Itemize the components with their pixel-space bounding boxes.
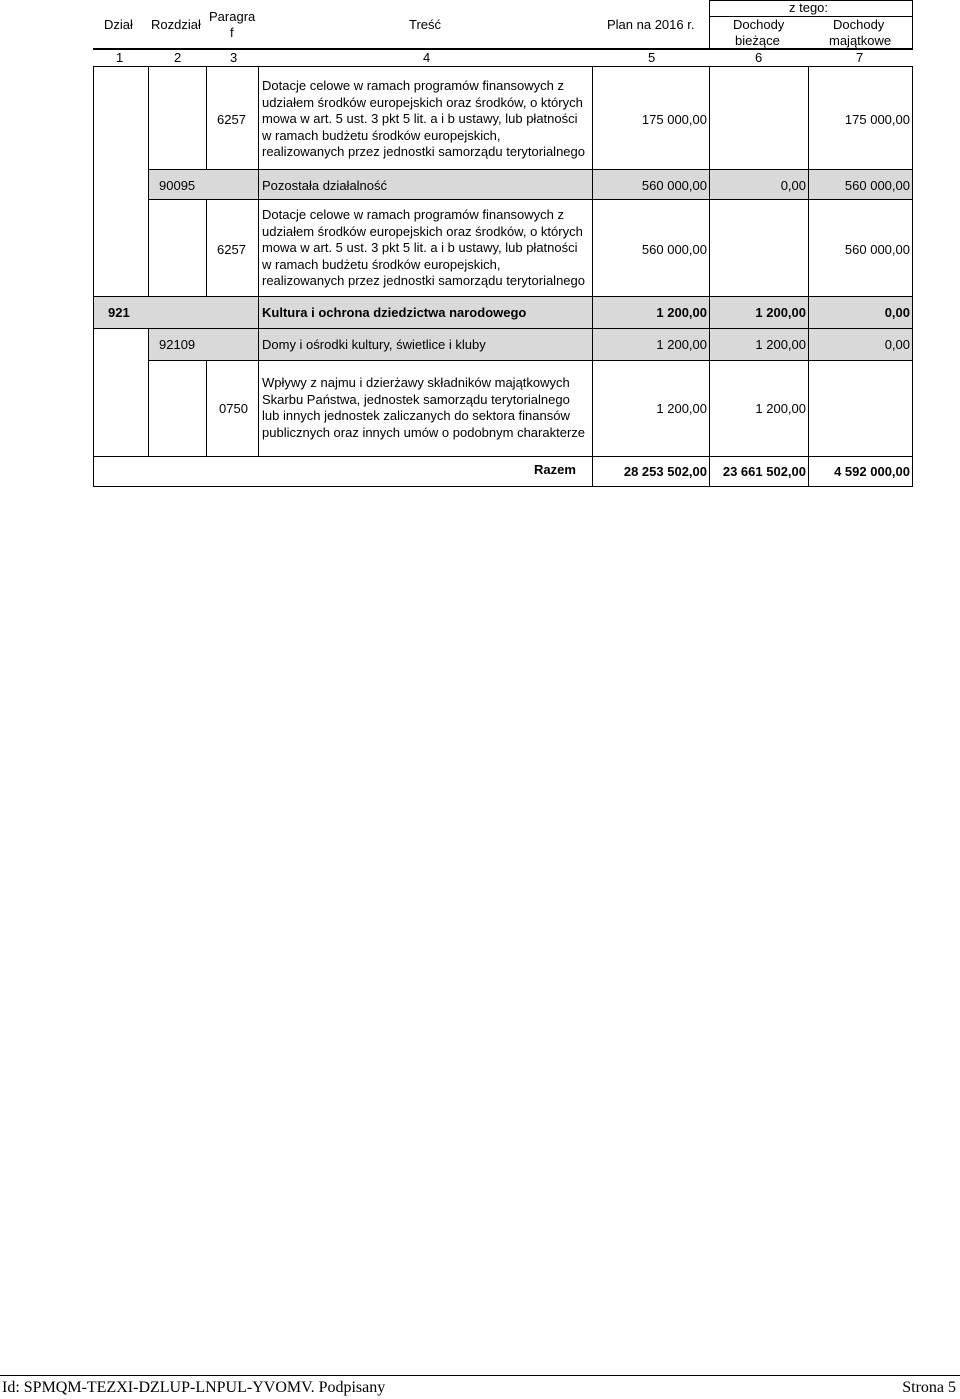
majatkowe-value: 560 000,00 — [844, 242, 910, 257]
divider — [206, 66, 207, 170]
col-tresc-header: Treść — [409, 17, 442, 32]
col-number: 3 — [230, 50, 238, 65]
majatkowe-value: 0,00 — [884, 337, 910, 352]
divider — [258, 170, 259, 200]
biezace-value: 1 200,00 — [755, 401, 806, 416]
majatkowe-value: 560 000,00 — [844, 178, 910, 193]
desc-line: udziałem środków europejskich oraz środków, o których — [262, 223, 583, 239]
plan-value: 175 000,00 — [641, 112, 707, 127]
divider — [709, 456, 710, 487]
row-description — [262, 78, 585, 161]
col-number: 6 — [755, 50, 763, 65]
divider — [592, 328, 593, 361]
divider — [808, 328, 809, 361]
divider — [206, 361, 207, 456]
divider — [709, 297, 710, 328]
col-number: 7 — [856, 50, 864, 65]
plan-value: 1 200,00 — [656, 305, 707, 320]
rozdzial-code: 92109 — [159, 337, 196, 352]
divider — [808, 297, 809, 328]
desc-line: realizowanych przez jednostki samorządu terytorialnego — [262, 144, 585, 159]
desc-line: w ramach budżetu środków europejskich, — [262, 127, 501, 143]
divider — [258, 200, 259, 296]
footer-divider — [0, 1375, 960, 1376]
rozdzial-title: Domy i ośrodki kultury, świetlice i kluby — [262, 337, 486, 352]
rozdzial-title: Pozostała działalność — [262, 178, 388, 193]
desc-line: lub innych jednostek zaliczanych do sektora finansów — [262, 408, 570, 423]
row-description — [262, 375, 585, 441]
divider — [709, 361, 710, 456]
desc-line: Dotacje celowe w ramach programów finansowych z — [262, 78, 565, 93]
divider — [808, 456, 809, 487]
biezace-value: 0,00 — [780, 178, 806, 193]
col-paragraf-header-line2: f — [230, 25, 234, 40]
total-plan-value: 28 253 502,00 — [623, 464, 707, 479]
divider — [592, 297, 593, 328]
divider — [592, 456, 593, 487]
divider — [206, 200, 207, 296]
dzial-code: 921 — [108, 305, 130, 320]
divider — [912, 0, 913, 49]
divider — [808, 66, 809, 170]
divider — [592, 200, 593, 296]
desc-line: w ramach budżetu środków europejskich, — [262, 256, 501, 272]
row-description — [262, 207, 585, 290]
divider — [93, 66, 913, 67]
total-majatkowe-value: 4 592 000,00 — [834, 464, 910, 479]
divider — [709, 328, 710, 361]
divider — [258, 297, 259, 328]
divider — [148, 66, 149, 170]
table-border-left — [93, 66, 94, 487]
divider — [148, 361, 149, 456]
paragraf-code: 0750 — [219, 401, 248, 416]
desc-line: mowa w art. 5 ust. 3 pkt 5 lit. a i b ustawy, lub płatności — [262, 111, 578, 126]
col-biezace-header-line1: Dochody — [733, 17, 785, 32]
col-number: 2 — [174, 50, 182, 65]
plan-value: 1 200,00 — [656, 337, 707, 352]
divider — [808, 170, 809, 200]
divider — [258, 66, 259, 170]
plan-value: 560 000,00 — [641, 242, 707, 257]
biezace-value: 1 200,00 — [755, 337, 806, 352]
divider — [808, 200, 809, 296]
col-number: 5 — [648, 50, 656, 65]
divider — [148, 170, 149, 200]
paragraf-code: 6257 — [217, 242, 246, 257]
divider — [258, 328, 259, 361]
plan-value: 560 000,00 — [641, 178, 707, 193]
divider — [709, 0, 710, 49]
total-biezace-value: 23 661 502,00 — [722, 464, 806, 479]
majatkowe-value: 0,00 — [884, 305, 910, 320]
biezace-value: 1 200,00 — [755, 305, 806, 320]
divider — [148, 328, 149, 361]
col-biezace-header-line2: bieżące — [735, 33, 780, 48]
desc-line: publicznych oraz innych umów o podobnym charakterze — [262, 424, 586, 440]
divider — [592, 361, 593, 456]
divider — [592, 66, 593, 170]
divider — [592, 170, 593, 200]
table-border-right — [912, 66, 913, 487]
col-number: 1 — [116, 50, 124, 65]
page-number: Strona 5 — [902, 1379, 956, 1396]
paragraf-code: 6257 — [217, 112, 246, 127]
desc-line: Skarbu Państwa, jednostek samorządu terytorialnego — [262, 391, 570, 407]
divider — [808, 361, 809, 456]
dzial-title: Kultura i ochrona dziedzictwa narodowego — [262, 305, 527, 320]
col-paragraf-header-line1: Paragra — [209, 9, 256, 24]
total-label: Razem — [534, 462, 576, 477]
header-divider — [93, 48, 913, 50]
divider — [93, 486, 913, 487]
plan-value: 1 200,00 — [656, 401, 707, 416]
divider — [93, 456, 913, 457]
divider — [709, 170, 710, 200]
divider — [148, 360, 913, 361]
desc-line: mowa w art. 5 ust. 3 pkt 5 lit. a i b ustawy, lub płatności — [262, 240, 578, 255]
col-rozdzial-header: Rozdział — [151, 17, 201, 32]
col-majatkowe-header-line2: majątkowe — [829, 33, 892, 48]
divider — [258, 361, 259, 456]
rozdzial-code: 90095 — [159, 178, 196, 193]
col-number: 4 — [423, 50, 431, 65]
col-majatkowe-header-line1: Dochody — [833, 17, 885, 32]
desc-line: Wpływy z najmu i dzierżawy składników majątkowych — [262, 375, 570, 390]
divider — [709, 66, 710, 170]
majatkowe-value: 175 000,00 — [844, 112, 910, 127]
desc-line: realizowanych przez jednostki samorządu terytorialnego — [262, 273, 585, 288]
z-tego-label: z tego: — [789, 0, 829, 15]
desc-line: udziałem środków europejskich oraz środków, o których — [262, 94, 583, 110]
document-id: Id: SPMQM-TEZXI-DZLUP-LNPUL-YVOMV. Podpisany — [2, 1379, 386, 1396]
col-plan-header: Plan na 2016 r. — [607, 17, 695, 32]
desc-line: Dotacje celowe w ramach programów finansowych z — [262, 207, 565, 222]
divider — [148, 199, 913, 200]
col-dzial-header: Dział — [104, 17, 133, 32]
divider — [148, 200, 149, 296]
divider — [709, 200, 710, 296]
